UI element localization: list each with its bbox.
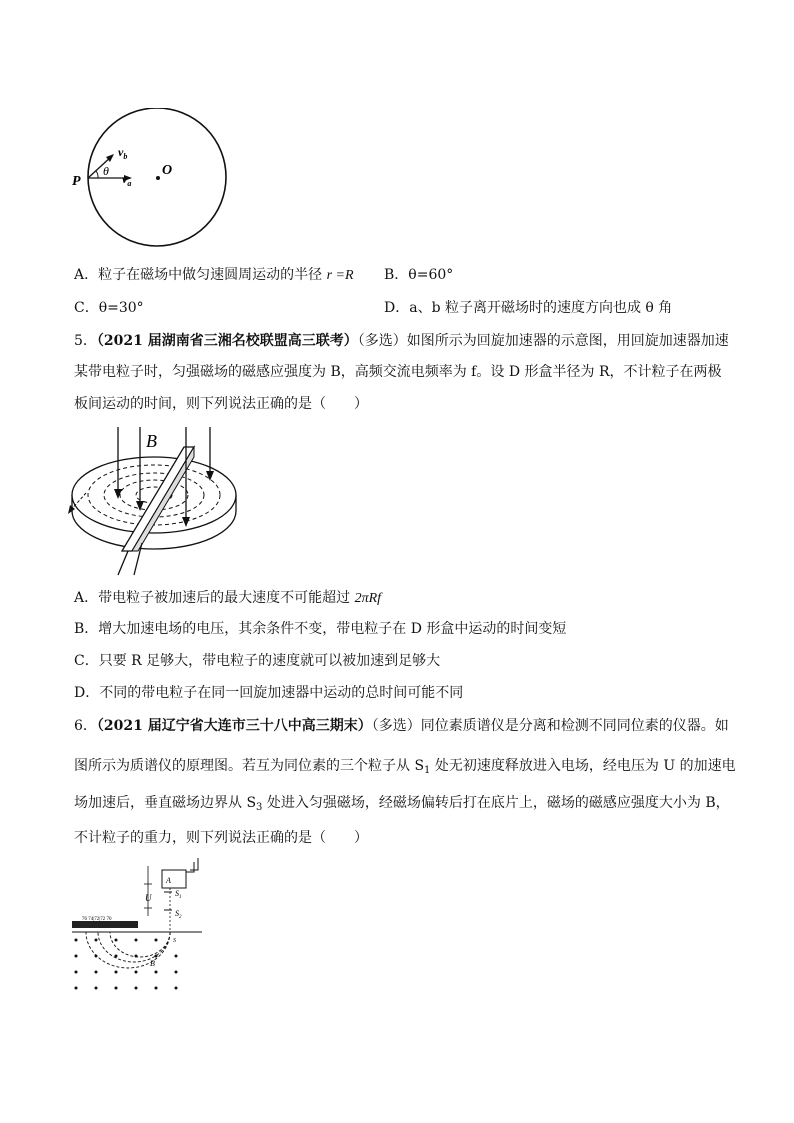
svg-text:S2: $S_2$: [175, 909, 182, 920]
theta-label: θ: [103, 164, 109, 178]
S2-label: S: [175, 909, 179, 918]
q5-option-c: C．只要 R 足够大，带电粒子的速度就可以被加速到足够大: [74, 653, 441, 669]
svg-text:va: $v_a$: [122, 172, 132, 188]
q4-option-b: B．θ=60°: [384, 267, 454, 283]
q5-source: （2021 届湖南省三湘名校联盟高三联考）: [96, 333, 358, 349]
q4-option-a: A．粒子在磁场中做匀速圆周运动的半径 r =R: [74, 267, 354, 283]
q5-stem-line3: 板间运动的时间，则下列说法正确的是（ ）: [74, 396, 368, 412]
source-A-label: A: [166, 876, 171, 885]
mass-spectrometer-figure: [70, 858, 210, 993]
plate-scale-label: 76 74|72|72 70: [82, 917, 112, 922]
q6-stem-line2: 图所示为质谱仪的原理图。若互为同位素的三个粒子从 $S_1$ 处无初速度释放进入电场，经电压为 U 的加速电: [74, 758, 736, 776]
q6-source: （2021 届辽宁省大连市三十八中高三期末）: [96, 718, 372, 734]
q4-option-c: C．θ=30°: [74, 300, 144, 316]
q6-stem-line3: 场加速后，垂直磁场边界从 $S_3$ 处进入匀强磁场，经磁场偏转后打在底片上，磁场的磁感应强度大小为 B，: [74, 795, 730, 813]
center-O-label: O: [162, 163, 173, 178]
q5-stem-line1: 5．（2021 届湖南省三湘名校联盟高三联考）（多选）如图所示为回旋加速器的示意图，用回旋加速器加速: [74, 333, 729, 349]
q5-option-a: A．带电粒子被加速后的最大速度不可能超过 2πRf: [74, 590, 382, 606]
field-B-label-q6: B: [150, 959, 155, 968]
vb-label: v: [118, 145, 124, 159]
q5-option-b: B．增大加速电场的电压，其余条件不变，带电粒子在 D 形盒中运动的时间变短: [74, 621, 567, 637]
q5-stem-line2: 某带电粒子时，匀强磁场的磁感应强度为 B，高频交流电频率为 f。设 D 形盒半径为 R，不计粒子在两极: [74, 364, 722, 380]
S1-label: S: [175, 889, 179, 898]
point-P-label: P: [72, 174, 81, 189]
cyclotron-figure: [62, 425, 252, 580]
q5-option-d: D．不同的带电粒子在同一回旋加速器中运动的总时间可能不同: [74, 685, 464, 701]
svg-text:S1: $S_1$: [175, 889, 182, 900]
q6-stem-line1: 6．（2021 届辽宁省大连市三十八中高三期末）（多选）同位素质谱仪是分离和检测不同同位素的仪器。如: [74, 718, 729, 734]
S3-label: S: [173, 938, 176, 944]
q6-stem-line4: 不计粒子的重力，则下列说法正确的是（ ）: [74, 830, 368, 846]
q4-option-d: D．a、b 粒子离开磁场时的速度方向也成 θ 角: [384, 300, 673, 316]
center-dot: [156, 176, 160, 180]
field-B-label: B: [146, 431, 157, 451]
va-label: v: [122, 172, 128, 186]
circle-field-figure: [70, 108, 250, 248]
voltage-U-label: U: [145, 893, 152, 903]
svg-text:vb: $v_b$: [118, 145, 128, 161]
